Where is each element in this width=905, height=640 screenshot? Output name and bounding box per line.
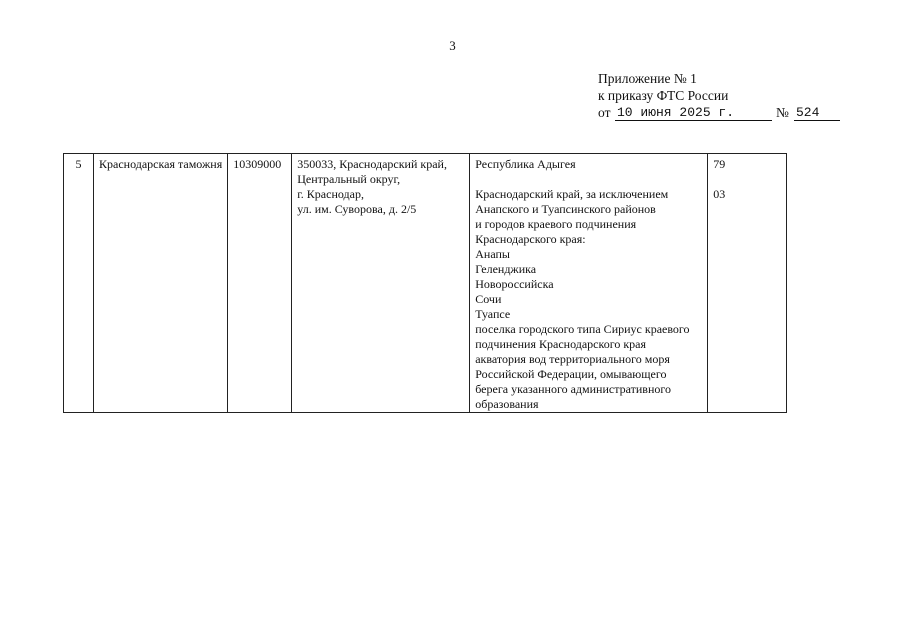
table-row xyxy=(64,154,787,413)
region-line: Анапы xyxy=(475,247,510,261)
region-line: поселка городского типа Сириус краевого xyxy=(475,322,690,336)
address-line: ул. им. Суворова, д. 2/5 xyxy=(297,202,417,216)
region-line: берега указанного административного xyxy=(475,382,671,396)
customs-code: 10309000 xyxy=(228,154,292,413)
order-prefix: от xyxy=(598,105,611,120)
customs-address xyxy=(292,154,470,413)
customs-table xyxy=(63,153,787,413)
region-line: и городов краевого подчинения xyxy=(475,217,637,231)
appendix-title: Приложение № 1 xyxy=(598,71,697,86)
region-line: подчинения Краснодарского края xyxy=(475,337,646,351)
row-index: 5 xyxy=(64,154,94,413)
page-number: 3 xyxy=(449,38,456,53)
address-line: 350033, Краснодарский край, xyxy=(297,157,447,171)
region-code-gap xyxy=(713,172,781,187)
region-code: 79 xyxy=(713,157,726,171)
region-gap xyxy=(475,172,702,187)
order-number: 524 xyxy=(794,104,840,121)
region-line: Анапского и Туапсинского районов xyxy=(475,202,656,216)
regions-cell xyxy=(470,154,708,413)
region-line: Туапсе xyxy=(475,307,511,321)
region-line: Сочи xyxy=(475,292,502,306)
region-line: образования xyxy=(475,397,539,411)
region-line: Краснодарский край, за исключением xyxy=(475,187,669,201)
appendix-header xyxy=(598,70,820,123)
region-line: Краснодарского края: xyxy=(475,232,586,246)
region-line: Российской Федерации, омывающего xyxy=(475,367,667,381)
address-line: г. Краснодар, xyxy=(297,187,364,201)
appendix-subtitle: к приказу ФТС России xyxy=(598,88,729,103)
region-codes-cell xyxy=(708,154,787,413)
customs-name: Краснодарская таможня xyxy=(94,154,228,413)
address-line: Центральный округ, xyxy=(297,172,401,186)
region-line: акватория вод территориального моря xyxy=(475,352,670,366)
region-adygea: Республика Адыгея xyxy=(475,157,576,171)
region-code: 03 xyxy=(713,187,726,201)
order-line xyxy=(598,104,820,123)
order-number-label: № xyxy=(776,105,789,120)
region-line: Новороссийска xyxy=(475,277,554,291)
order-date: 10 июня 2025 г. xyxy=(615,104,772,121)
region-line: Геленджика xyxy=(475,262,537,276)
